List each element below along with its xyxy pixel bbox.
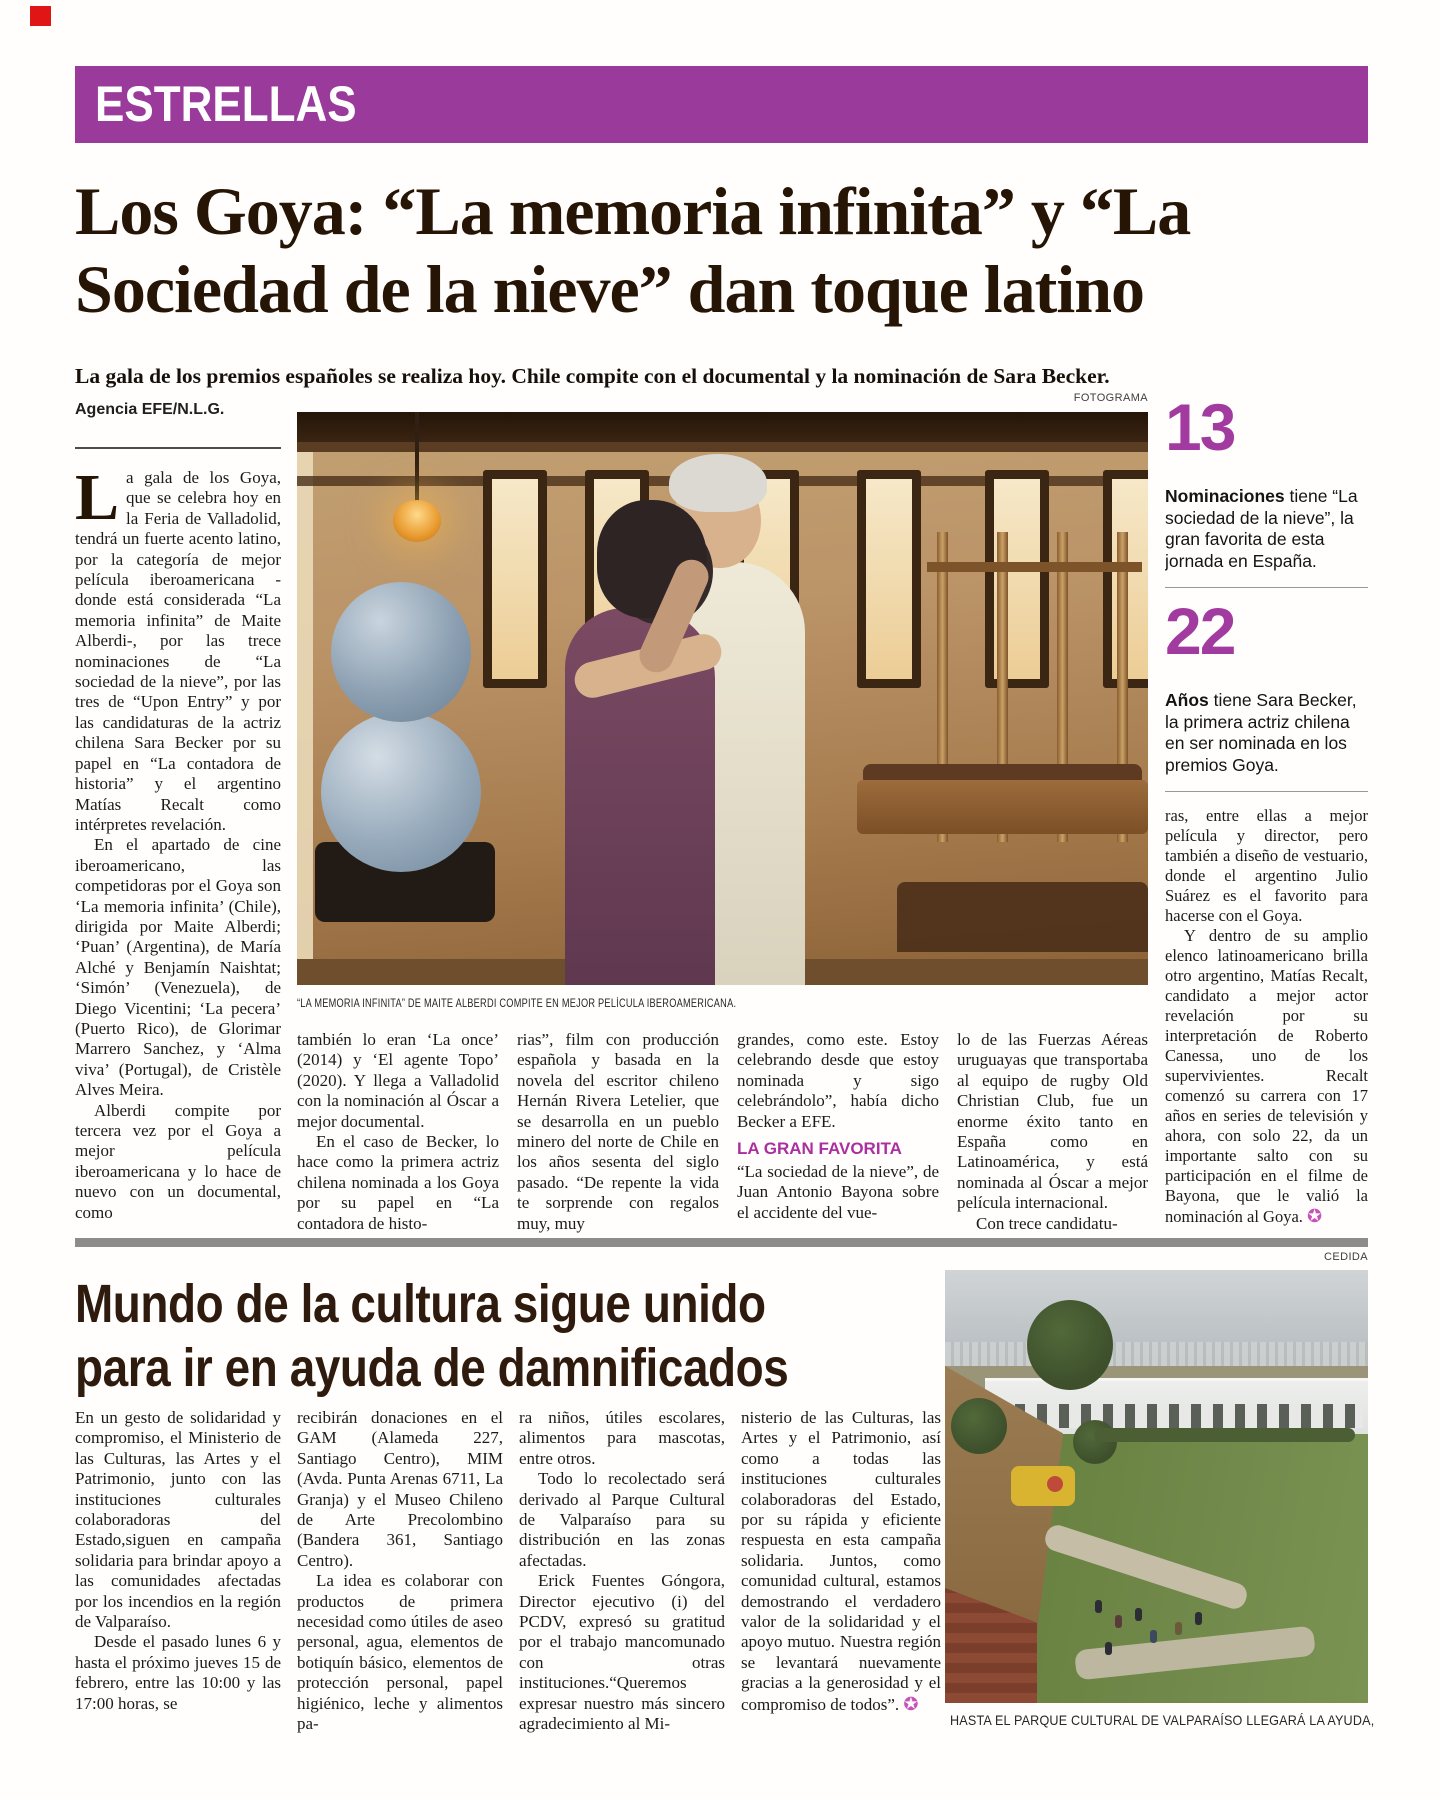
section-banner — [75, 66, 1368, 143]
lamp-cord — [415, 412, 419, 504]
stat-text: Años tiene Sara Becker, la primera actriz chilena en ser nominada en los premios Goya. — [1165, 690, 1357, 775]
section-subhead: LA GRAN FAVORITA — [737, 1139, 902, 1159]
window — [985, 470, 1049, 688]
stat-block-nominations — [1165, 398, 1368, 572]
paragraph: En un gesto de solidaridad y compromiso, el Ministerio de las Culturas, las Artes y el Patrimonio, junto con las instituciones culturales colaboradoras del Estado,siguen en campaña solidaria para brindar apoyo a las comunidades afectadas por los incendios en la región de Valparaíso. — [75, 1408, 281, 1632]
man-hair — [669, 454, 767, 512]
building-windows — [993, 1404, 1363, 1428]
article1-subhead: La gala de los premios españoles se realiza hoy. Chile compite con el documental y la nominación de Sara Becker. — [75, 364, 1110, 388]
article2-column-4 — [741, 1408, 941, 1738]
article-end-icon: ✪ — [903, 1693, 919, 1714]
pendant-lamp — [393, 500, 441, 542]
paragraph: Desde el pasado lunes 6 y hasta el próximo jueves 15 de febrero, entre las 10:00 y las 17:00 horas, se — [75, 1632, 281, 1713]
paragraph: Alberdi compite por tercera vez por el Goya a mejor película iberoamericana y lo hace de nuevo con un documental, como — [75, 1100, 281, 1222]
paragraph: En el caso de Becker, lo hace como la primera actriz chilena nominada a los Goya por su papel en “La contadora de histo- — [297, 1132, 499, 1233]
article1-photo — [297, 412, 1148, 985]
paragraph: Todo lo recolectado será derivado al Parque Cultural de Valparaíso para su distribución en las zonas afectadas. — [519, 1469, 725, 1570]
paragraph: Con trece candidatu- — [976, 1213, 1118, 1233]
paragraph: nisterio de las Culturas, las Artes y el Patrimonio, así como a todas las instituciones culturales colaboradoras del Estado, por su rápida y eficiente respuesta en esta campaña solidaria. Juntos, como comunidad cultural, estamos demostrando el verdadero valor de la solidaridad y el apoyo mutuo. Nuestra región se levantará nuevamente gracias a la generosidad y el compromiso de todos”. ✪ — [741, 1408, 941, 1714]
person-dot — [1175, 1622, 1182, 1635]
paragraph: Y dentro de su amplio elenco latinoamericano brilla otro argentino, Matías Recalt, candidato a mejor actor revelación por su interpretación de Roberto Canessa, uno de los supervivientes. Recalt comenzó su carrera con 17 años en series de televisión y ahora, con solo 22, da un importante salto con su participación en el filme de Bayona, que le valió la nominación al Goya. ✪ — [1165, 926, 1368, 1226]
window — [857, 470, 921, 688]
paragraph: lo de las Fuerzas Aéreas uruguayas que transportaba al equipo de rugby Old Christian Club, fue un enorme éxito tanto en España como en Latinoamérica, y está nominada al Óscar a mejor película internacional. — [957, 1030, 1148, 1213]
registration-mark — [30, 6, 51, 26]
stat-number: 22 — [1165, 594, 1235, 668]
distant-city — [945, 1342, 1368, 1368]
section-divider — [75, 1238, 1368, 1247]
article2-headline-line2: para ir en ayuda de damnificados — [75, 1338, 789, 1398]
reformer-bed-front — [897, 882, 1148, 952]
article2-column-3 — [519, 1408, 725, 1738]
article1-byline: Agencia EFE/N.L.G. — [75, 401, 225, 418]
exercise-ball — [321, 712, 481, 872]
byline-rule — [75, 447, 281, 449]
article-end-icon: ✪ — [1307, 1206, 1323, 1226]
article1-column-4 — [737, 1030, 939, 1236]
article2-headline-line1: Mundo de la cultura sigue unido — [75, 1274, 766, 1334]
paragraph: En el apartado de cine iberoamericano, las competidoras por el Goya son ‘La memoria infinita’ (Chile), dirigida por Maite Alberdi; ‘Puan’ (Argentina), de María Alché y Benjamín Naishtat; ‘Simón’ (Venezuela), de Diego Vicentini; ‘La pecera’ (Puerto Rico), de Glorimar Marrero Sanchez, y ‘Alma viva’ (Portugal), de Cristèle Alves Meira. — [75, 835, 281, 1100]
paragraph: ra niños, útiles escolares, alimentos para mascotas, entre otros. — [519, 1408, 725, 1468]
paragraph: ras, entre ellas a mejor película y director, pero también a diseño de vestuario, donde el argentino Julio Suárez es el favorito para hacerse con el Goya. — [1165, 806, 1368, 925]
exercise-ball — [331, 582, 471, 722]
tree — [1027, 1300, 1113, 1390]
paragraph: Erick Fuentes Góngora, Director ejecutivo (i) del PCDV, expresó su gratitud por el trabajo mancomunado con otras instituciones.“Queremos expresar nuestro más sincero agradecimiento al Mi- — [519, 1571, 725, 1734]
person-dot — [1135, 1608, 1142, 1621]
article1-caption: “LA MEMORIA INFINITA” DE MAITE ALBERDI COMPITE EN MEJOR PELÍCULA IBEROAMERICANA. — [297, 998, 737, 1010]
paragraph: “La sociedad de la nieve”, de Juan Antonio Bayona sobre el accidente del vue- — [737, 1162, 939, 1222]
stat-block-age — [1165, 594, 1368, 776]
person-dot — [1115, 1615, 1122, 1628]
photo2-credit: CEDIDA — [1324, 1251, 1368, 1263]
paragraph: grandes, como este. Estoy celebrando desde que estoy nominada y sigo celebrándolo”, había dicho Becker a EFE. — [737, 1030, 939, 1131]
article1-column-1 — [75, 468, 281, 1228]
article1-column-3 — [517, 1030, 719, 1236]
article2-column-2 — [297, 1408, 503, 1738]
article1-column-2 — [297, 1030, 499, 1236]
paragraph: recibirán donaciones en el GAM (Alameda 227, Santiago Centro), MIM (Avda. Punta Arenas 6711, La Granja) y el Museo Chileno de Arte Precolombino (Bandera 361, Santiago Centro). — [297, 1408, 503, 1570]
section-title: ESTRELLAS — [95, 76, 357, 132]
article1-headline — [75, 172, 1370, 328]
paragraph: también lo eran ‘La once’ (2014) y ‘El agente Topo’ (2020). Y llega a Valladolid con la nominación al Óscar a mejor documental. — [297, 1030, 499, 1131]
article1-column-5 — [957, 1030, 1148, 1236]
paragraph: La gala de los Goya, que se celebra hoy en la Feria de Valladolid, tendrá un fuerte acento latino, por la categoría de mejor película iberoamericana -donde está considerada “La memoria infinita” de Maite Alberdi-, por las trece nominaciones de “La sociedad de la nieve”, por las tres de “Upon Entry” y por las candidaturas de la actriz chilena Sara Becker por su papel en “La contadora de historia” y el argentino Matías Recalt como intérpretes revelación. — [75, 468, 281, 834]
playground — [1011, 1466, 1075, 1506]
sidebar-rule — [1165, 791, 1368, 792]
stats-sidebar — [1165, 398, 1368, 1234]
window — [483, 470, 547, 688]
article1-headline-line1: Los Goya: “La memoria infinita” y “La — [75, 173, 1191, 249]
article1-headline-line2: Sociedad de la nieve” dan toque latino — [75, 251, 1145, 327]
ceiling-beam — [297, 412, 1148, 442]
equipment-crossbar — [927, 562, 1142, 572]
tree — [951, 1398, 1007, 1454]
person-dot — [1105, 1642, 1112, 1655]
article2-column-1 — [75, 1408, 281, 1738]
article2-photo — [945, 1270, 1368, 1703]
drop-cap: L — [75, 468, 120, 534]
photo1-credit: FOTOGRAMA — [1073, 392, 1148, 404]
article2-caption: HASTA EL PARQUE CULTURAL DE VALPARAÍSO LLEGARÁ LA AYUDA, — [950, 1712, 1375, 1728]
playground-detail — [1047, 1476, 1063, 1492]
person-dot — [1095, 1600, 1102, 1613]
sidebar-rule — [1165, 587, 1368, 588]
bushes — [1095, 1428, 1355, 1442]
paragraph: La idea es colaborar con productos de primera necesidad como útiles de aseo personal, agua, elementos de botiquín básico, elementos de protección personal, papel higiénico, leche y alimentos pa- — [297, 1571, 503, 1734]
window-light — [297, 412, 313, 985]
paragraph: rias”, film con producción española y basada en la novela del escritor chileno Hernán Rivera Letelier, que se desarrolla en un pueblo minero del norte de Chile en los años sesenta del siglo pasado. “De repente la vida te sorprende con regalos muy, muy — [517, 1030, 719, 1233]
stat-text: Nominaciones tiene “La sociedad de la nieve”, la gran favorita de esta jornada en España. — [1165, 486, 1358, 571]
stat-number: 13 — [1165, 398, 1235, 464]
ceiling-beam-trim — [297, 442, 1148, 452]
person-dot — [1195, 1612, 1202, 1625]
article2-headline — [75, 1272, 955, 1400]
person-dot — [1150, 1630, 1157, 1643]
tree — [1073, 1420, 1117, 1464]
reformer-bed — [857, 780, 1148, 834]
